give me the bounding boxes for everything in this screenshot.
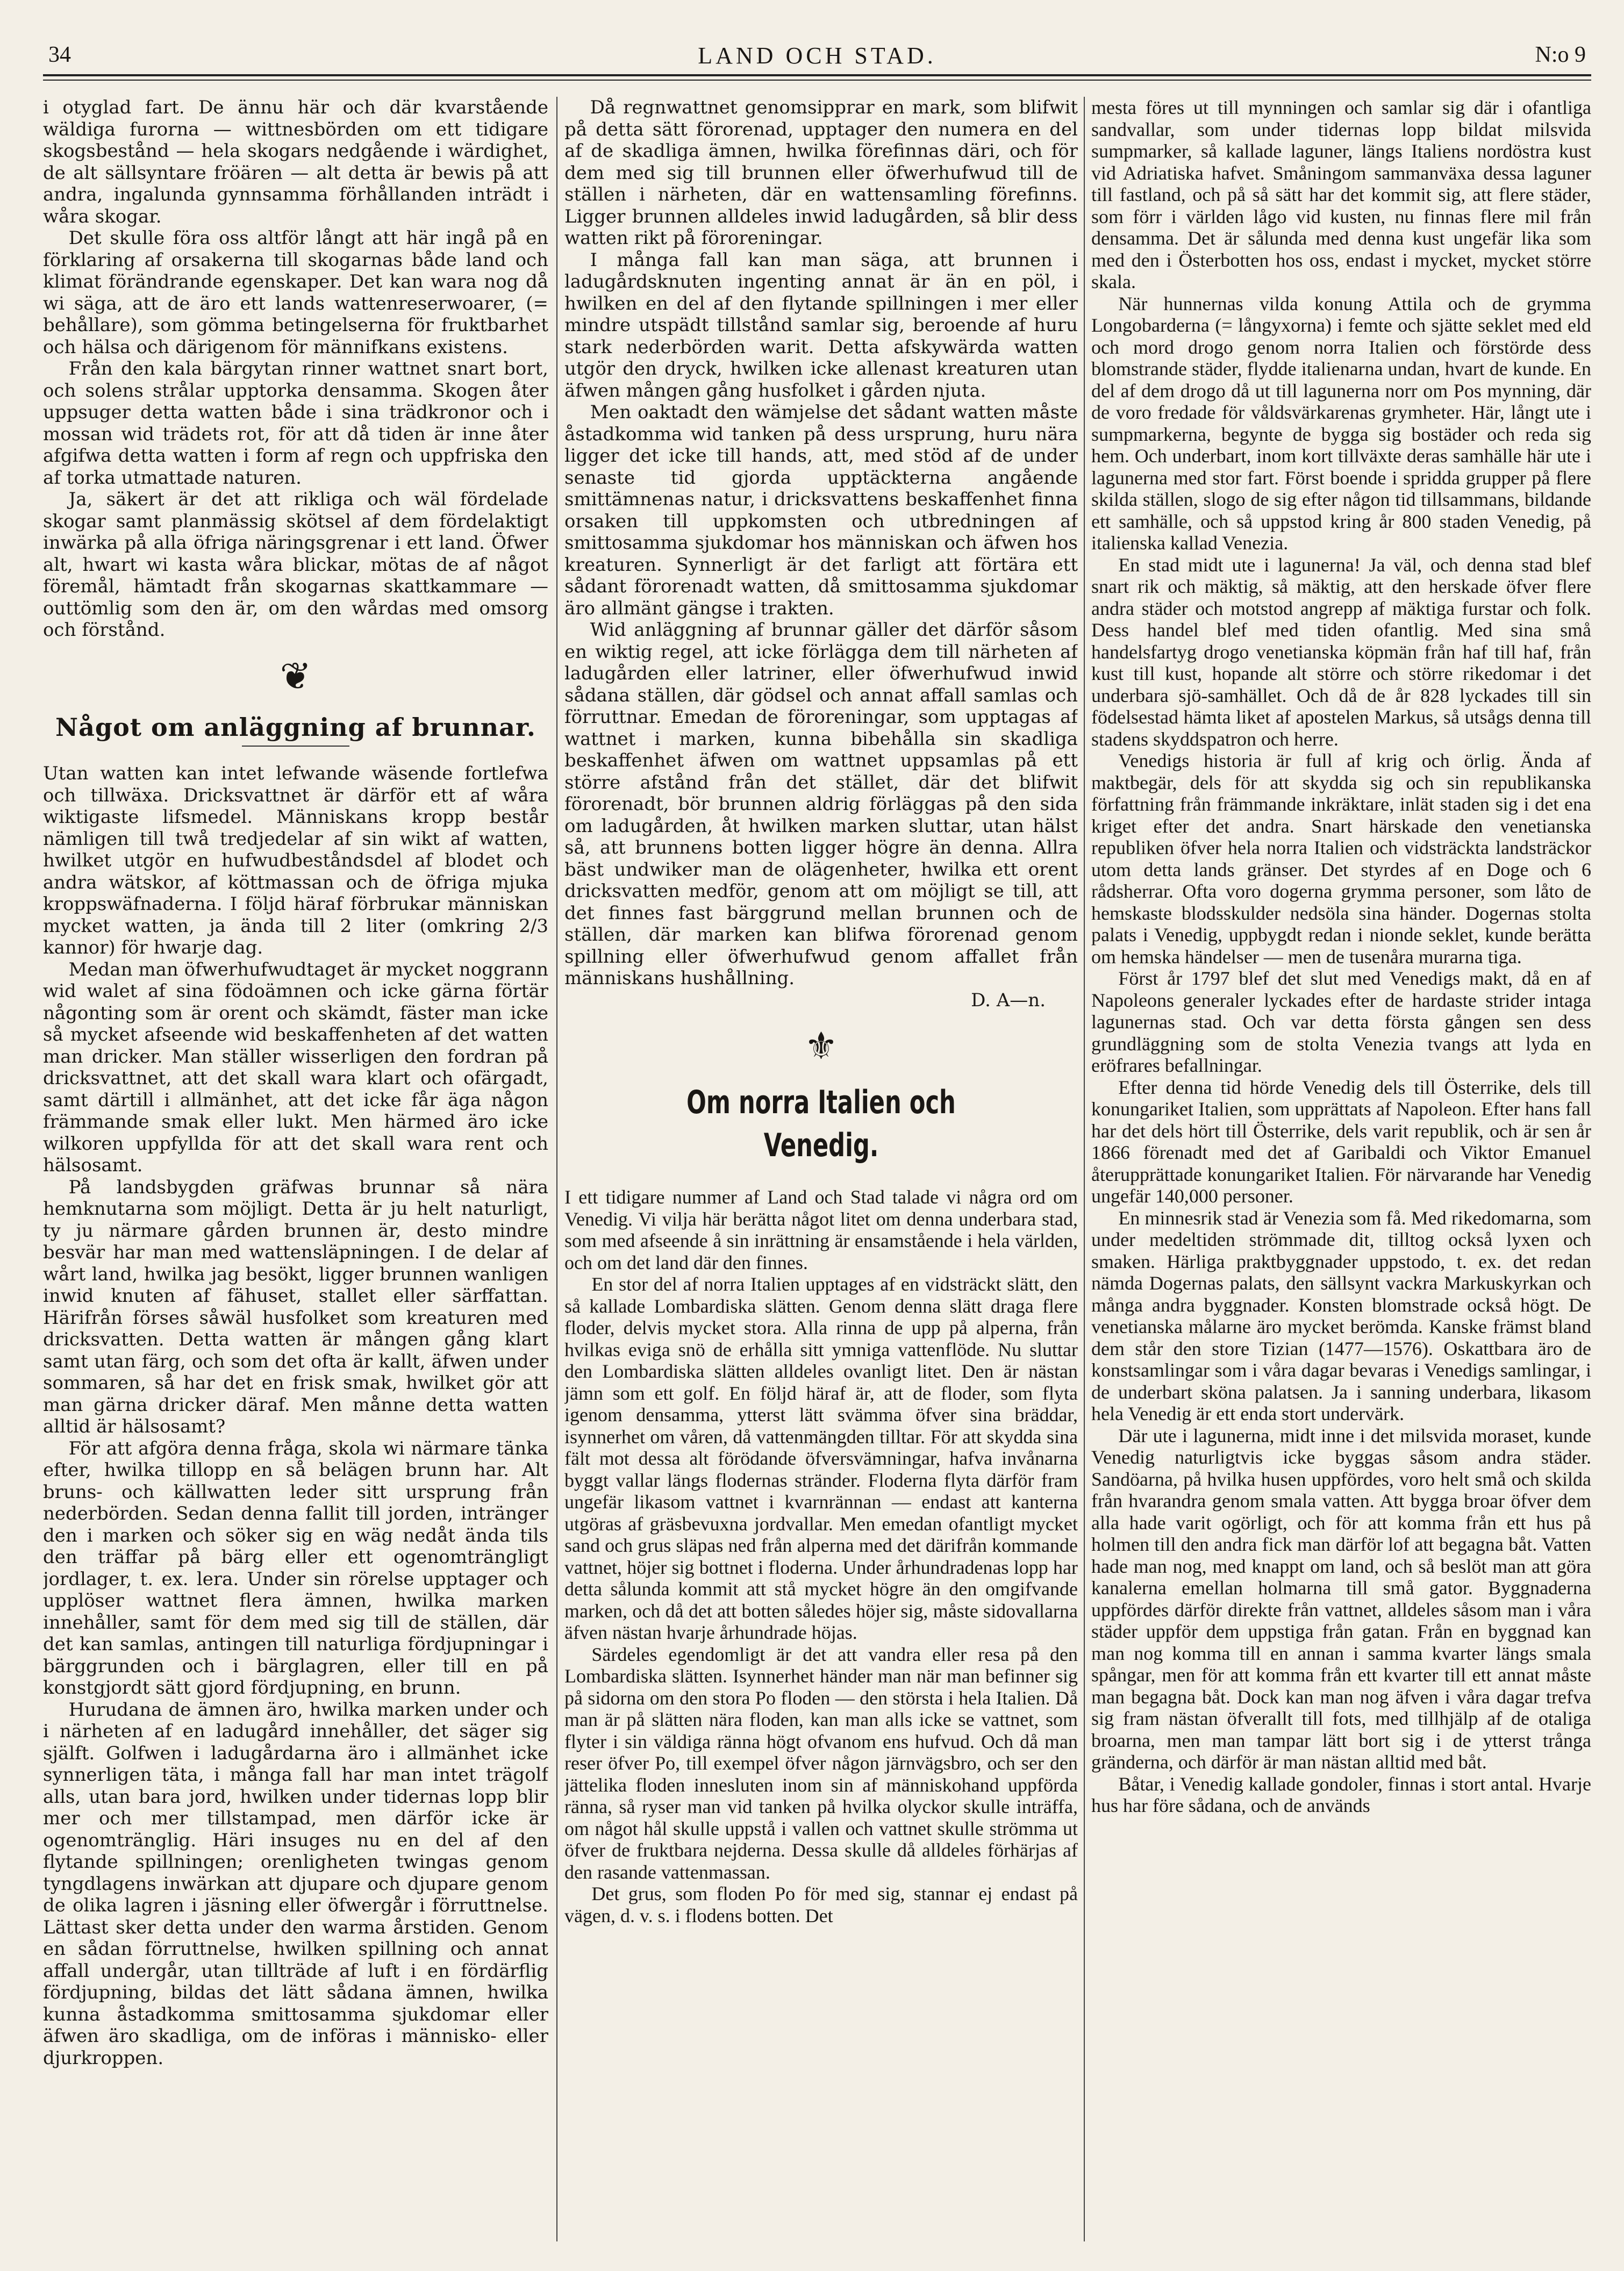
fleuron-ornament-icon: ❦	[280, 654, 312, 698]
paragraph: I många fall kan man säga, att brunnen i ladugårdsknuten ingenting annat är än en pöl, i hwilken en del af den flytande spillningen i mer eller mindre utspädt tillstånd samlar sig, beroende af huru stark nederbörden warit. Detta afskywärda watten utgör den dryck, hwilken icke allenast kreaturen utan äfwen mången gång husfolket i gården njuta.	[564, 249, 1078, 402]
paragraph: En minnesrik stad är Venezia som få. Med rikedomarna, som under medeltiden strömmade dit, tilltog också lyxen och smaken. Härliga praktbyggnader uppstodo, t. ex. det redan nämda Dogernas palats, den sällsynt vackra Markuskyrkan och många andra byggnader. Konsten blomstrade också högt. De venetianska målarne äro mycket berömda. Kanske främst bland dem står den store Tizian (1477—1576). Oskattbara äro de konstsamlingar som i våra dagar bevaras i Venedigs samlingar, i de underbart sköna palatsen. Ja i sanning underbara, likasom hela Venedig är ett enda stort undervärk.	[1091, 1207, 1591, 1424]
paragraph: i otyglad fart. De ännu här och där kvarstående wäldiga furorna — wittnesbörden om ett tidigare skogsbestånd — hela skogars nedgående i wärdighet, de alt sällsyntare fröären — alt detta är bewis på att andra, ingalunda gynnsamma förhållanden inträdt i wåra skogar.	[43, 97, 548, 227]
column-2	[564, 97, 1078, 2236]
paragraph: Först år 1797 blef det slut med Venedigs makt, då en af Napoleons generaler lyckades efter de hardaste strider intaga lagunernas stad. Och var detta första gången sen dess grundläggning som de stolta Venezia tvangs att lyda en eröfrares befallningar.	[1091, 968, 1591, 1076]
paragraph: För att afgöra denna fråga, skola wi närmare tänka efter, hwilka tillopp en så belägen brunn har. Alt bruns- och källwatten leder sitt ursprung från nederbörden. Sedan denna fallit till jorden, intränger den i marken och söker sig en wäg nedåt ända tils den träffar på bärg eller ett ogenomträngligt jordlager, t. ex. lera. Under sin rörelse upptager och upplöser wattnet flera ämnen, hwilka marken innehåller, samt för dem med sig till de ställen, där det kan samlas, antingen till naturliga fördjupningar i bärggrunden och i bärglagren, eller till en på konstgjordt sätt gjord fördjupning, en brunn.	[43, 1437, 548, 1699]
column-1	[43, 97, 548, 2236]
paragraph: Efter denna tid hörde Venedig dels till Österrike, dels till konungariket Italien, som upprättats af Napoleon. Efter hans fall har det dels hört till Österrike, dels varit republik, och är sen år 1866 förenadt med det af Garibaldi och Viktor Emanuel återupprättade konungariket Italien. För närvarande har Venedig ungefär 140,000 personer.	[1091, 1076, 1591, 1207]
paragraph: Wid anläggning af brunnar gäller det därför såsom en wiktig regel, att icke förlägga dem till närheten af ladugården eller latriner, eller öfwerhufwud inwid sådana ställen, där gödsel och annat affall samlas och förruttnar. Emedan de föroreningar, som upptagas af wattnet i marken, kunna bibehålla sin skadliga beskaffenhet äfwen om wattnet uppsamlas på ett större afstånd från det stället, där det blifwit förorenadt, bör brunnen aldrig förläggas på den sida om ladugården, åt hwilken marken sluttar, utan hälst så, att brunnens botten ligger högre än denna. Allra bäst undwiker man de olägenheter, hwilka ett orent dricksvatten medför, genom att om möjligt se till, att det finnes fast bärggrund mellan brunnen och de ställen, där marken kan blifwa förorenad genom spillning eller öfwerhufwud genom affallet från människans hushållning.	[564, 619, 1078, 989]
paragraph: Det skulle föra oss altför långt att här ingå på en förklaring af orsakerna till skogarnas både land och klimat förändrande egenskaper. Det kan wara nog då wi säga, att de äro ett lands wattenreserwoarer, (= behållare), som gömma betingelserna för fruktbarhet och hälsa och därigenom för männifkans existens.	[43, 227, 548, 358]
paragraph: En stor del af norra Italien upptages af en vidsträckt slätt, den så kallade Lombardiska slätten. Genom denna slätt draga flere floder, delvis mycket stora. Alla rinna de upp på alperna, från hvilkas eviga snö de erhålla sitt ymniga vattenflöde. Nu sluttar den Lombardiska slätten alldeles ovanligt litet. Den är nästan jämn som ett golf. En följd häraf är, att de floder, som flyta igenom densamma, ytterst lätt svämma öfver sina bräddar, isynnerhet om våren, då vattenmängden tilltar. För att skydda sina fält mot dessa alt förödande öfversvämningar, hafva invånarna byggt vallar längs flodernas stränder. Floderna flyta därför fram ungefär likasom vattnet i kvarnrännan — endast att kanterna utgöras af gräsbevuxna jordvallar. Men emedan ofantligt mycket sand och grus släpas ned från alperna med det därifrån kommande vattnet, höjer sig bottnet i floderna. Under århundradenas lopp har detta sålunda kommit att stå mycket högre än den omgifvande marken, och då det att botten således höjer sig, måste sidovallarna äfven nästan hvarje århundrade höjas.	[564, 1273, 1078, 1643]
paragraph: Där ute i lagunerna, midt inne i det milsvida moraset, kunde Venedig naturligtvis icke byggas såsom andra städer. Sandöarna, på hvilka husen uppfördes, voro helt små och skilda från hvarandra genom smala vatten. Att bygga broar öfver dem alla hade varit ogörligt, och för att komma från ett hus på holmen till den andra fick man därför lof att begagna båt. Vatten hade man nog, med knappt om land, och så beslöt man att göra kanalerna emellan holmarna till små gator. Byggnaderna uppfördes därför direkte från vattnet, alldeles såsom man i våra städer uppför dem uppstiga från gatan. Från en byggnad kan man nog komma till en annan i samma kvarter längs smala spångar, men för att komma från ett kvarter till ett annat måste man begagna båt. Dock kan man nog äfven i våra dagar trefva sig fram nästan öfverallt till fots, med tillhjälp af de otaliga broarna, men man tampar lätt bort sig i de ytterst trånga gränderna, och därför är man nästan alltid med båt.	[1091, 1424, 1591, 1773]
paragraph: En stad midt ute i lagunerna! Ja väl, och denna stad blef snart rik och mäktig, så mäktig, att den herskade öfver flere andra städer och motstod angrepp af mäktiga furstar och folk. Dess handel blef med tiden ofantlig. Med sina små handelsfartyg drogo venetianska köpmän från haf till haf, från kust till kust, hopande alt större och större rikedomar i det underbara sjö-samhället. Och då de år 828 lyckades till sin födelsestad hämta liket af apostelen Markus, så utsågs denna till stadens skyddspatron och herre.	[1091, 554, 1591, 750]
paragraph: Från den kala bärgytan rinner wattnet snart bort, och solens strålar upptorka densamma. Skogen åter uppsuger detta watten både i sina trädkronor och i mossan wid trädets rot, för att då tiden är inne åter afgifwa detta watten i form af regn och uppfriska den af torka utmattade naturen.	[43, 358, 548, 489]
paragraph: Särdeles egendomligt är det att vandra eller resa på den Lombardiska slätten. Isynnerhet händer man när man befinner sig på sidorna om den stora Po floden — den största i hela Italien. Då man är på slätten nära floden, kan man alls icke se vattnet, som flyter i sin väldiga ränna högt ofvanom ens hufvud. Och då man reser öfver Po, till exempel öfver någon järnvägsbro, och ser den jättelika floden innesluten inom sin af människohand uppförda ränna, så ryser man vid tanken på hvilka olyckor skulle inträffa, om något hål skulle uppstå i vallen och vattnet skulle strömma ut öfver de fruktbara nejderna. Dessa skulle då alldeles förhärjas af den rasande vattenmassan.	[564, 1643, 1078, 1883]
fleur-de-lis-ornament-icon: ⚜	[804, 1024, 838, 1068]
article-title-brunnar: Något om anläggning af brunnar.	[55, 712, 536, 742]
paragraph: Men oaktadt den wämjelse det sådant watten måste åstadkomma wid tanken på dess ursprung, huru nära ligger det icke till hands, att, med stöd af de under senaste tid gjorda upptäckterna angående smittämnenas natur, i dricksvattens beskaffenhet finna orsaken till uppkomsten och utbredningen af smittosamma sjukdomar hos människan och äfwen hos kreaturen. Synnerligt är det farligt att förtära ett sådant förorenadt watten, då smittosamma sjukdomar äro allmänt gängse i trakten.	[564, 402, 1078, 619]
paragraph: På landsbygden gräfwas brunnar så nära hemknutarna som möjligt. Detta är ju helt naturligt, ty ju närmare gården brunnen är, desto mindre besvär har man med wattensläpningen. I de delar af wårt land, hwilka jag besökt, ligger brunnen wanligen inwid knuten af fähuset, stallet eller särffattan. Härifrån förses såwäl husfolket som kreaturen med dricksvatten. Detta watten är mången gång klart samt utan färg, och som det ofta är kallt, äfwen under sommaren, så har det en frisk smak, hwilket gör att man gärna dricker däraf. Men månne detta watten alltid är hälsosamt?	[43, 1176, 548, 1437]
paragraph: Båtar, i Venedig kallade gondoler, finnas i stort antal. Hvarje hus har före sådana, och de används	[1091, 1773, 1591, 1816]
paragraph: mesta föres ut till mynningen och samlar sig där i ofantliga sandvallar, som under tidernas lopp bildat milsvida sumpmarker, så kallade laguner, längs Italiens nordöstra kust vid Adriatiska hafvet. Småningom sammanväxa dessa laguner till fastland, och på så sätt har det kommit sig, att flere städer, som förr i världen lågo vid kusten, nu finnas flere mil från densamma. Det är sålunda med denna kust ungefär lika som med den i Österbotten hos oss, endast i mycket, mycket större skala.	[1091, 97, 1591, 292]
paragraph: Då regnwattnet genomsipprar en mark, som blifwit på detta sätt förorenad, upptager den numera en del af de skadliga ämnen, hwilka förefinnas däri, och för dem med sig till brunnen eller öfwerhufwud till de ställen i närheten, där en wattensamling förefinns. Ligger brunnen alldeles inwid ladugården, så blir dess watten rikt på föroreningar.	[564, 97, 1078, 249]
paragraph: Utan watten kan intet lefwande wäsende fortlefwa och tillwäxa. Dricksvattnet är därför ett af wåra wiktigaste lifsmedel. Människans kropp består nämligen till twå tredjedelar af sin wikt af watten, hwilket utgör en hufwudbeståndsdel af blodet och andra wätskor, af köttmassan och de öfriga mjuka kroppswäfnaderna. I följd häraf förbrukar människan mycket watten, ja ända till 2 liter (omkring 2/3 kannor) för hwarje dag.	[43, 763, 548, 958]
column-divider-2	[1084, 97, 1085, 2241]
issue-number: N:o 9	[1535, 42, 1586, 67]
header-rule	[43, 74, 1591, 76]
title-rule	[242, 746, 349, 747]
page-number: 34	[48, 42, 71, 67]
paragraph: Det grus, som floden Po för med sig, stannar ej endast på vägen, d. v. s. i flodens botten. Det	[564, 1883, 1078, 1926]
article-title-venedig: Om norra Italien och Venedig.	[686, 1084, 956, 1164]
column-divider-1	[556, 97, 557, 2241]
paragraph: Hurudana de ämnen äro, hwilka marken under och i närheten af en ladugård innehåller, det säger sig själft. Golfwen i ladugårdarna äro i allmänhet icke synnerligen täta, i många fall har man intet trägolf alls, utan bara jord, hwilken under tidernas lopp blir mer och mer tillstampad, men därför icke är ogenomtränglig. Häri insuges nu en del af den flytande spillningen; orenligheten twingas genom tyngdlagens inwärkan att djupare och djupare genom de olika lagren i jäsning eller öfwergår i förruttnelse. Lättast sker detta under den warma årstiden. Genom en sådan förruttnelse, hwilken spillning och annat affall undergår, utan tillträde af luft i en fördärflig fördjupning, bildas det lätt sådana ämnen, hwilka kunna åstadkomma smittosamma sjukdomar eller äfwen äro skadliga, om de införas i människo- eller djurkroppen.	[43, 1699, 548, 2069]
paragraph: Ja, säkert är det att rikliga och wäl fördelade skogar samt planmässig skötsel af dem fördelaktigt inwärka på alla öfriga näringsgrenar i ett land. Öfwer alt, hwart wi kasta wåra blickar, mötas de af något föremål, hämtadt från skogarnas skattkammare — outtömlig som den är, om den wårdas med omsorg och förstånd.	[43, 489, 548, 641]
publication-title: LAND OCH STAD.	[698, 42, 936, 69]
author-signature: D. A—n.	[971, 989, 1046, 1011]
column-3	[1091, 97, 1591, 2236]
paragraph: Medan man öfwerhufwudtaget är mycket noggrann wid walet af sina födoämnen och icke gärna förtär någonting som är orent och skämdt, fäster man icke så mycket afseende wid beskaffenheten af det watten man dricker. Man ställer wisserligen den fordran på dricksvattnet, att det skall wara klart och ofärgadt, samt därtill i allmänhet, att det icke får äga någon främmande smak eller lukt. Men härmed äro icke wilkoren uppfyllda för att det skall wara rent och hälsosamt.	[43, 958, 548, 1176]
paragraph: Venedigs historia är full af krig och örlig. Ända af maktbegär, dels för att skydda sig och sin republikanska författning från främmande inkräktare, inlät staden sig i det ena kriget efter det andra. Snart härskade den venetianska republiken öfver hela norra Italien och vidsträckta landsträckor utom detta lands gränser. Det styrdes af en Doge och 6 rådsherrar. Ofta voro dogerna grymma personer, som låto de hemskaste blodsskulder nedsöla sina händer. Dogernas stolta palats i Venedig, uppbygdt redan i nionde seklet, kunde berätta om hemska händelser — men de tusenåra murarna tiga.	[1091, 750, 1591, 968]
paragraph: När hunnernas vilda konung Attila och de grymma Longobarderna (= långyxorna) i femte och sjätte seklet med eld och mord drogo genom norra Italien och förstörde dess blomstrande städer, flydde italienarna undan, hvart de kunde. En del af dem drogo då ut till lagunerna norr om Pos mynning, där de voro fredade för våldsvärkarenas grymheter. Här, långt ute i sumpmarkerna, begynte de bygga sig bostäder och reda sig hem. Och underbart, inom kort tillväxte deras samhälle här ute i lagunerna med stor fart. Först boende i spridda grupper på flere skilda ställen, slogo de sig efter någon tid tillsammans, bildande ett samhälle, och så uppstod kring år 800 staden Venedig, på italienska kallad Venezia.	[1091, 292, 1591, 554]
paragraph: I ett tidigare nummer af Land och Stad talade vi några ord om Venedig. Vi vilja här berätta något litet om denna underbara stad, som med afseende å sin inrättning är ensamstående i hela världen, och om det land där den finnes.	[564, 1186, 1078, 1273]
header-rule-thin	[43, 80, 1591, 81]
page-header	[43, 38, 1591, 75]
